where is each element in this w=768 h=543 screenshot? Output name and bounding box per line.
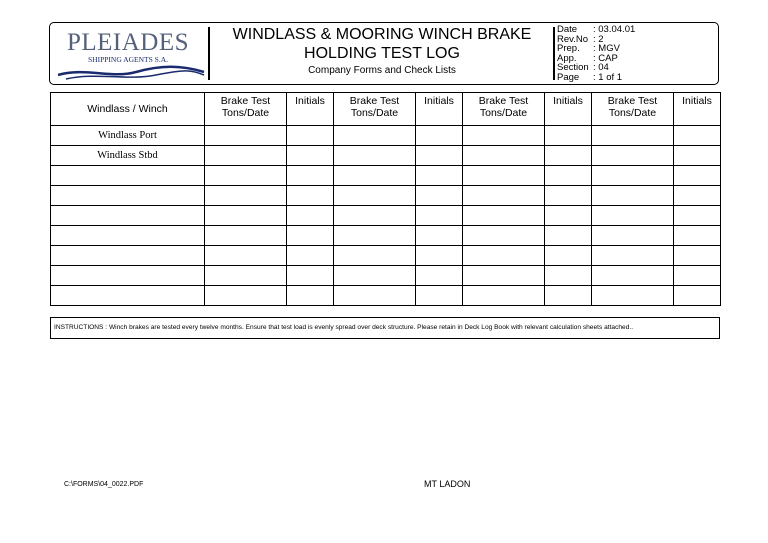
entry-cell[interactable]: [463, 206, 545, 226]
entry-cell[interactable]: [674, 186, 721, 206]
meta-value: : 03.04.01: [593, 24, 636, 35]
entry-cell[interactable]: [545, 126, 592, 146]
meta-key: Page: [557, 71, 580, 83]
entry-cell[interactable]: [205, 226, 287, 246]
entry-cell[interactable]: [592, 286, 674, 306]
entry-cell[interactable]: [287, 186, 334, 206]
entry-cell[interactable]: [463, 186, 545, 206]
entry-cell[interactable]: [545, 286, 592, 306]
entry-cell[interactable]: [674, 226, 721, 246]
entry-cell[interactable]: [334, 146, 416, 166]
entry-cell[interactable]: [205, 166, 287, 186]
brake-test-table: [50, 92, 721, 306]
column-header: Initials: [416, 93, 463, 126]
entry-cell[interactable]: [205, 146, 287, 166]
entry-cell[interactable]: [287, 246, 334, 266]
entry-cell[interactable]: [592, 266, 674, 286]
entry-cell[interactable]: [205, 246, 287, 266]
entry-cell[interactable]: [463, 246, 545, 266]
entry-cell[interactable]: [463, 126, 545, 146]
title-subtitle: Company Forms and Check Lists: [308, 65, 456, 76]
entry-cell[interactable]: [592, 126, 674, 146]
entry-cell[interactable]: [592, 186, 674, 206]
column-header: Initials: [287, 93, 334, 126]
entry-cell[interactable]: [334, 226, 416, 246]
entry-cell[interactable]: [592, 246, 674, 266]
column-header: Brake Test Tons/Date: [592, 93, 674, 126]
instructions-box: INSTRUCTIONS : Winch brakes are tested every twelve months. Ensure that test load is evenly spread over deck structure. Please retain in Deck Log Book with relevant calculation sheets attached..: [50, 317, 720, 339]
meta-key: Rev.No: [557, 33, 588, 45]
entry-cell[interactable]: [592, 146, 674, 166]
entry-cell[interactable]: [287, 166, 334, 186]
winch-name-cell: [51, 266, 205, 286]
entry-cell[interactable]: [592, 226, 674, 246]
entry-cell[interactable]: [205, 266, 287, 286]
entry-cell[interactable]: [416, 186, 463, 206]
winch-name-cell: [51, 226, 205, 246]
meta-key: Prep.: [557, 43, 580, 55]
winch-name-cell: Windlass Port: [51, 126, 205, 146]
entry-cell[interactable]: [416, 286, 463, 306]
meta-row: [557, 44, 717, 54]
form-header: [49, 22, 719, 85]
entry-cell[interactable]: [205, 286, 287, 306]
column-header: Brake Test Tons/Date: [205, 93, 287, 126]
entry-cell[interactable]: [334, 206, 416, 226]
entry-cell[interactable]: [416, 226, 463, 246]
entry-cell[interactable]: [463, 146, 545, 166]
winch-name-cell: [51, 186, 205, 206]
table-row: [51, 126, 721, 146]
meta-key: Section: [557, 62, 589, 74]
entry-cell[interactable]: [674, 286, 721, 306]
table-row: [51, 246, 721, 266]
table-header-row: [51, 93, 721, 126]
meta-key: Date: [557, 24, 578, 35]
entry-cell[interactable]: [334, 186, 416, 206]
entry-cell[interactable]: [416, 166, 463, 186]
meta-value: : MGV: [593, 43, 620, 55]
column-header: Brake Test Tons/Date: [334, 93, 416, 126]
entry-cell[interactable]: [545, 186, 592, 206]
entry-cell[interactable]: [545, 166, 592, 186]
meta-key: App.: [557, 52, 577, 64]
entry-cell[interactable]: [463, 226, 545, 246]
header-divider-right: [553, 27, 555, 80]
entry-cell[interactable]: [545, 206, 592, 226]
winch-name-cell: [51, 286, 205, 306]
winch-name-cell: Windlass Stbd: [51, 146, 205, 166]
entry-cell[interactable]: [416, 146, 463, 166]
column-header: Initials: [674, 93, 721, 126]
logo-subtitle: SHIPPING AGENTS S.A.: [87, 55, 168, 64]
logo-wave-icon: [56, 63, 206, 81]
table-row: [51, 186, 721, 206]
entry-cell[interactable]: [205, 126, 287, 146]
entry-cell[interactable]: [334, 286, 416, 306]
document-meta: [557, 25, 717, 83]
column-header: Brake Test Tons/Date: [463, 93, 545, 126]
entry-cell[interactable]: [463, 286, 545, 306]
column-header: Windlass / Winch: [51, 93, 205, 126]
entry-cell[interactable]: [674, 166, 721, 186]
entry-cell[interactable]: [334, 166, 416, 186]
entry-cell[interactable]: [416, 246, 463, 266]
entry-cell[interactable]: [287, 266, 334, 286]
title-line-1: WINDLASS & MOORING WINCH BRAKE: [232, 26, 532, 43]
meta-row: [557, 35, 717, 45]
entry-cell[interactable]: [416, 266, 463, 286]
entry-cell[interactable]: [416, 206, 463, 226]
header-divider-left: [208, 27, 210, 80]
entry-cell[interactable]: [287, 226, 334, 246]
table-row: [51, 266, 721, 286]
table-row: [51, 226, 721, 246]
entry-cell[interactable]: [205, 206, 287, 226]
entry-cell[interactable]: [545, 226, 592, 246]
entry-cell[interactable]: [674, 126, 721, 146]
meta-value: : 2: [593, 33, 604, 45]
entry-cell[interactable]: [287, 206, 334, 226]
winch-name-cell: [51, 246, 205, 266]
entry-cell[interactable]: [674, 146, 721, 166]
meta-row: [557, 63, 717, 73]
footer-file-path: C:\FORMS\04_0022.PDF: [64, 481, 144, 488]
entry-cell[interactable]: [674, 206, 721, 226]
entry-cell[interactable]: [592, 166, 674, 186]
column-header: Initials: [545, 93, 592, 126]
meta-value: : 04: [593, 62, 609, 74]
entry-cell[interactable]: [334, 126, 416, 146]
winch-name-cell: [51, 166, 205, 186]
winch-name-cell: [51, 206, 205, 226]
title-line-2: HOLDING TEST LOG: [304, 45, 460, 62]
entry-cell[interactable]: [545, 146, 592, 166]
entry-cell[interactable]: [334, 266, 416, 286]
entry-cell[interactable]: [545, 246, 592, 266]
entry-cell[interactable]: [287, 126, 334, 146]
table-row: [51, 146, 721, 166]
meta-value: : 1 of 1: [593, 71, 623, 83]
logo-name: PLEIADES: [66, 29, 190, 56]
footer-ship-name: MT LADON: [424, 479, 471, 489]
meta-value: : CAP: [593, 52, 618, 64]
company-logo: [50, 23, 210, 83]
entry-cell[interactable]: [287, 146, 334, 166]
entry-cell[interactable]: [416, 126, 463, 146]
entry-cell[interactable]: [545, 266, 592, 286]
entry-cell[interactable]: [592, 206, 674, 226]
entry-cell[interactable]: [674, 266, 721, 286]
meta-row: [557, 73, 717, 83]
table-row: [51, 166, 721, 186]
entry-cell[interactable]: [334, 246, 416, 266]
table-row: [51, 286, 721, 306]
table-row: [51, 206, 721, 226]
entry-cell[interactable]: [463, 266, 545, 286]
entry-cell[interactable]: [287, 286, 334, 306]
entry-cell[interactable]: [205, 186, 287, 206]
entry-cell[interactable]: [463, 166, 545, 186]
entry-cell[interactable]: [674, 246, 721, 266]
